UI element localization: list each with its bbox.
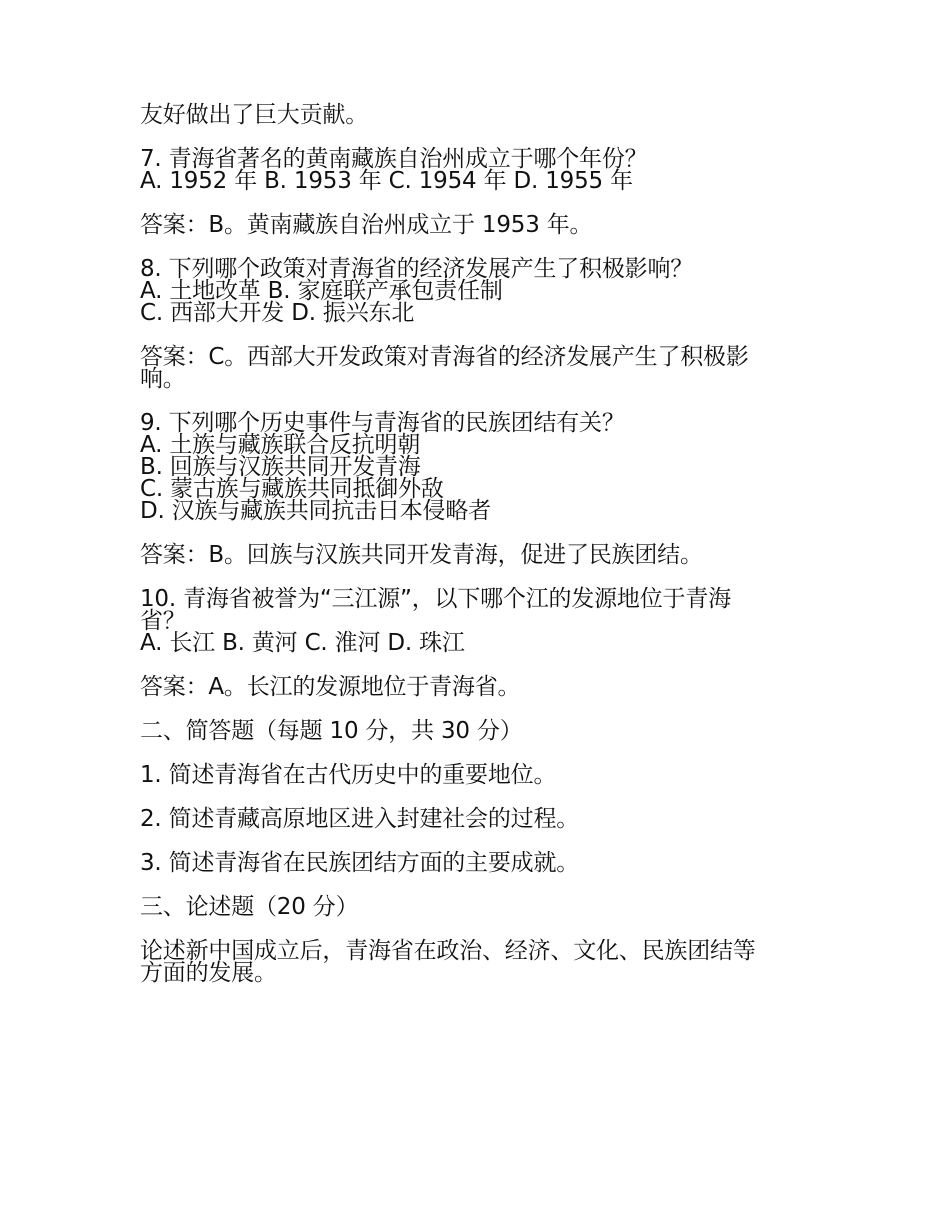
question-9 bbox=[140, 412, 820, 566]
question-8 bbox=[140, 258, 820, 390]
question-9-stem: 9. 下列哪个历史事件与青海省的民族团结有关？ bbox=[140, 410, 625, 436]
short-answer-item-3: 3. 简述青海省在民族团结方面的主要成就。 bbox=[140, 850, 580, 876]
question-10-answer: 答案：A。长江的发源地位于青海省。 bbox=[140, 674, 521, 700]
question-7-stem: 7. 青海省著名的黄南藏族自治州成立于哪个年份？ bbox=[140, 146, 648, 172]
question-8-stem: 8. 下列哪个政策对青海省的经济发展产生了积极影响？ bbox=[140, 256, 694, 282]
section-3-heading: 三、论述题（20 分） bbox=[140, 894, 359, 920]
question-8-options: A. 土地改革 B. 家庭联产承包责任制 C. 西部大开发 D. 振兴东北 bbox=[140, 278, 503, 326]
question-10-stem: 10. 青海省被誉为“三江源”，以下哪个江的发源地位于青海 省？ bbox=[140, 586, 731, 634]
question-10-options: A. 长江 B. 黄河 C. 淮河 D. 珠江 bbox=[140, 630, 465, 656]
essay-prompt: 论述新中国成立后，青海省在政治、经济、文化、民族团结等 方面的发展。 bbox=[140, 938, 756, 986]
question-10 bbox=[140, 588, 820, 698]
short-answer-item-1: 1. 简述青海省在古代历史中的重要地位。 bbox=[140, 762, 557, 788]
question-9-options: A. 土族与藏族联合反抗明朝 B. 回族与汉族共同开发青海 C. 蒙古族与藏族共同抵御外敌 D. 汉族与藏族共同抗击日本侵略者 bbox=[140, 432, 491, 524]
short-answer-item-2: 2. 简述青藏高原地区进入封建社会的过程。 bbox=[140, 806, 580, 832]
intro-tail: 友好做出了巨大贡献。 bbox=[140, 102, 369, 128]
section-2-heading: 二、简答题（每题 10 分，共 30 分） bbox=[140, 718, 523, 744]
question-7-answer: 答案：B。黄南藏族自治州成立于 1953 年。 bbox=[140, 212, 593, 238]
question-7-options: A. 1952 年 B. 1953 年 C. 1954 年 D. 1955 年 bbox=[140, 168, 633, 194]
question-7 bbox=[140, 148, 820, 236]
document-page bbox=[140, 104, 820, 984]
question-9-answer: 答案：B。回族与汉族共同开发青海，促进了民族团结。 bbox=[140, 542, 703, 568]
question-8-answer: 答案：C。西部大开发政策对青海省的经济发展产生了积极影 响。 bbox=[140, 344, 749, 392]
